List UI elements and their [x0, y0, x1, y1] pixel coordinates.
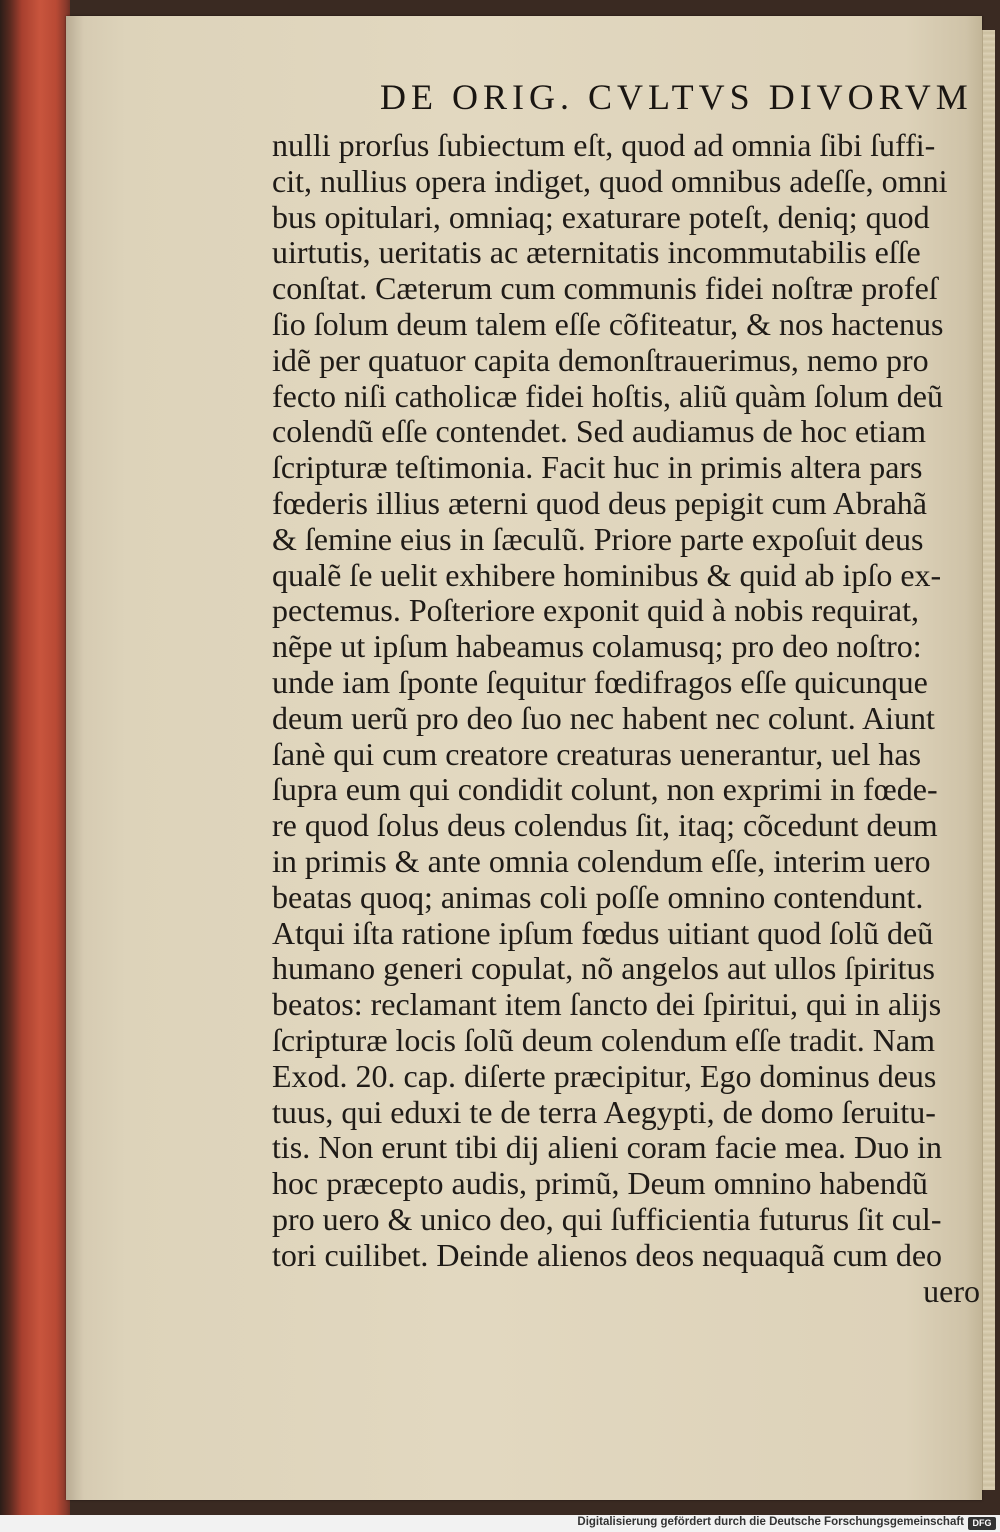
text-line: tori cuilibet. Deinde alienos deos nequaquã cum deo — [272, 1237, 943, 1273]
text-line: tuus, qui eduxi te de terra Aegypti, de domo ſeruitu- — [272, 1094, 936, 1130]
text-line: deum uerũ pro deo ſuo nec habent nec colunt. Aiunt — [272, 700, 935, 736]
text-line: qualẽ ſe uelit exhibere hominibus & quid ab ipſo ex- — [272, 557, 942, 593]
catchword: uero — [923, 1273, 980, 1309]
text-line: ſio ſolum deum talem eſſe cõfiteatur, & nos hactenus — [272, 306, 944, 342]
text-line: conſtat. Cæterum cum communis fidei noſtræ profeſ — [272, 271, 938, 307]
text-line: in primis & ante omnia colendum eſſe, interim uero — [272, 843, 931, 879]
text-line: cit, nullius opera indiget, quod omnibus adeſſe, omni — [272, 163, 948, 199]
running-header: DE ORIG. CVLTVS DIVORVM — [380, 77, 973, 117]
dfg-logo: DFG — [968, 1517, 996, 1530]
body-text — [272, 128, 984, 1309]
text-line: nẽpe ut ipſum habeamus colamusq; pro deo noſtro: — [272, 629, 922, 665]
text-line: Atqui iſta ratione ipſum fœdus uitiant quod ſolũ deũ — [272, 915, 934, 951]
text-line: tis. Non erunt tibi dij alieni coram facie mea. Duo in — [272, 1130, 943, 1166]
text-line: idẽ per quatuor capita demonſtrauerimus, nemo pro — [272, 342, 929, 378]
text-line: & ſemine eius in ſæculũ. Priore parte expoſuit deus — [272, 521, 924, 557]
text-line: ſupra eum qui condidit colunt, non exprimi in fœde- — [272, 772, 938, 808]
text-line: fœderis illius æterni quod deus pepigit cum Abrahã — [272, 485, 927, 521]
text-line: ſcripturæ locis ſolũ deum colendum eſſe tradit. Nam — [272, 1022, 935, 1058]
text-line: pectemus. Poſteriore exponit quid à nobis requirat, — [272, 593, 919, 629]
text-line: re quod ſolus deus colendus ſit, itaq; cõcedunt deum — [272, 808, 938, 844]
text-line: unde iam ſponte ſequitur fœdifragos eſſe quicunque — [272, 664, 928, 700]
text-line: ſcripturæ teſtimonia. Facit huc in primis altera pars — [272, 450, 923, 486]
text-line: bus opitulari, omniaq; exaturare poteſt, deniq; quod — [272, 199, 930, 235]
text-line: humano generi copulat, nõ angelos aut ullos ſpiritus — [272, 951, 935, 987]
text-line: colendũ eſſe contendet. Sed audiamus de hoc etiam — [272, 414, 926, 450]
text-line: nulli prorſus ſubiectum eſt, quod ad omnia ſibi ſuffi- — [272, 128, 936, 163]
footer-credit: Digitalisierung gefördert durch die Deutsche Forschungsgemeinschaft — [577, 1516, 964, 1528]
text-line: fecto niſi catholicæ fidei hoſtis, aliũ quàm ſolum deũ — [272, 378, 943, 414]
text-line: uirtutis, ueritatis ac æternitatis incommutabilis eſſe — [272, 235, 921, 271]
text-line: pro uero & unico deo, qui ſufficientia futurus ſit cul- — [272, 1201, 942, 1237]
book-spine — [0, 0, 70, 1515]
text-line: ſanè qui cum creatore creaturas uenerantur, uel has — [272, 736, 922, 772]
text-line: hoc præcepto audis, primũ, Deum omnino habendũ — [272, 1166, 928, 1202]
text-line: beatas quoq; animas coli poſſe omnino contendunt. — [272, 879, 924, 915]
text-line: beatos: reclamant item ſancto dei ſpiritui, qui in alijs — [272, 987, 942, 1023]
text-line: Exod. 20. cap. diſerte præcipitur, Ego dominus deus — [272, 1058, 937, 1094]
